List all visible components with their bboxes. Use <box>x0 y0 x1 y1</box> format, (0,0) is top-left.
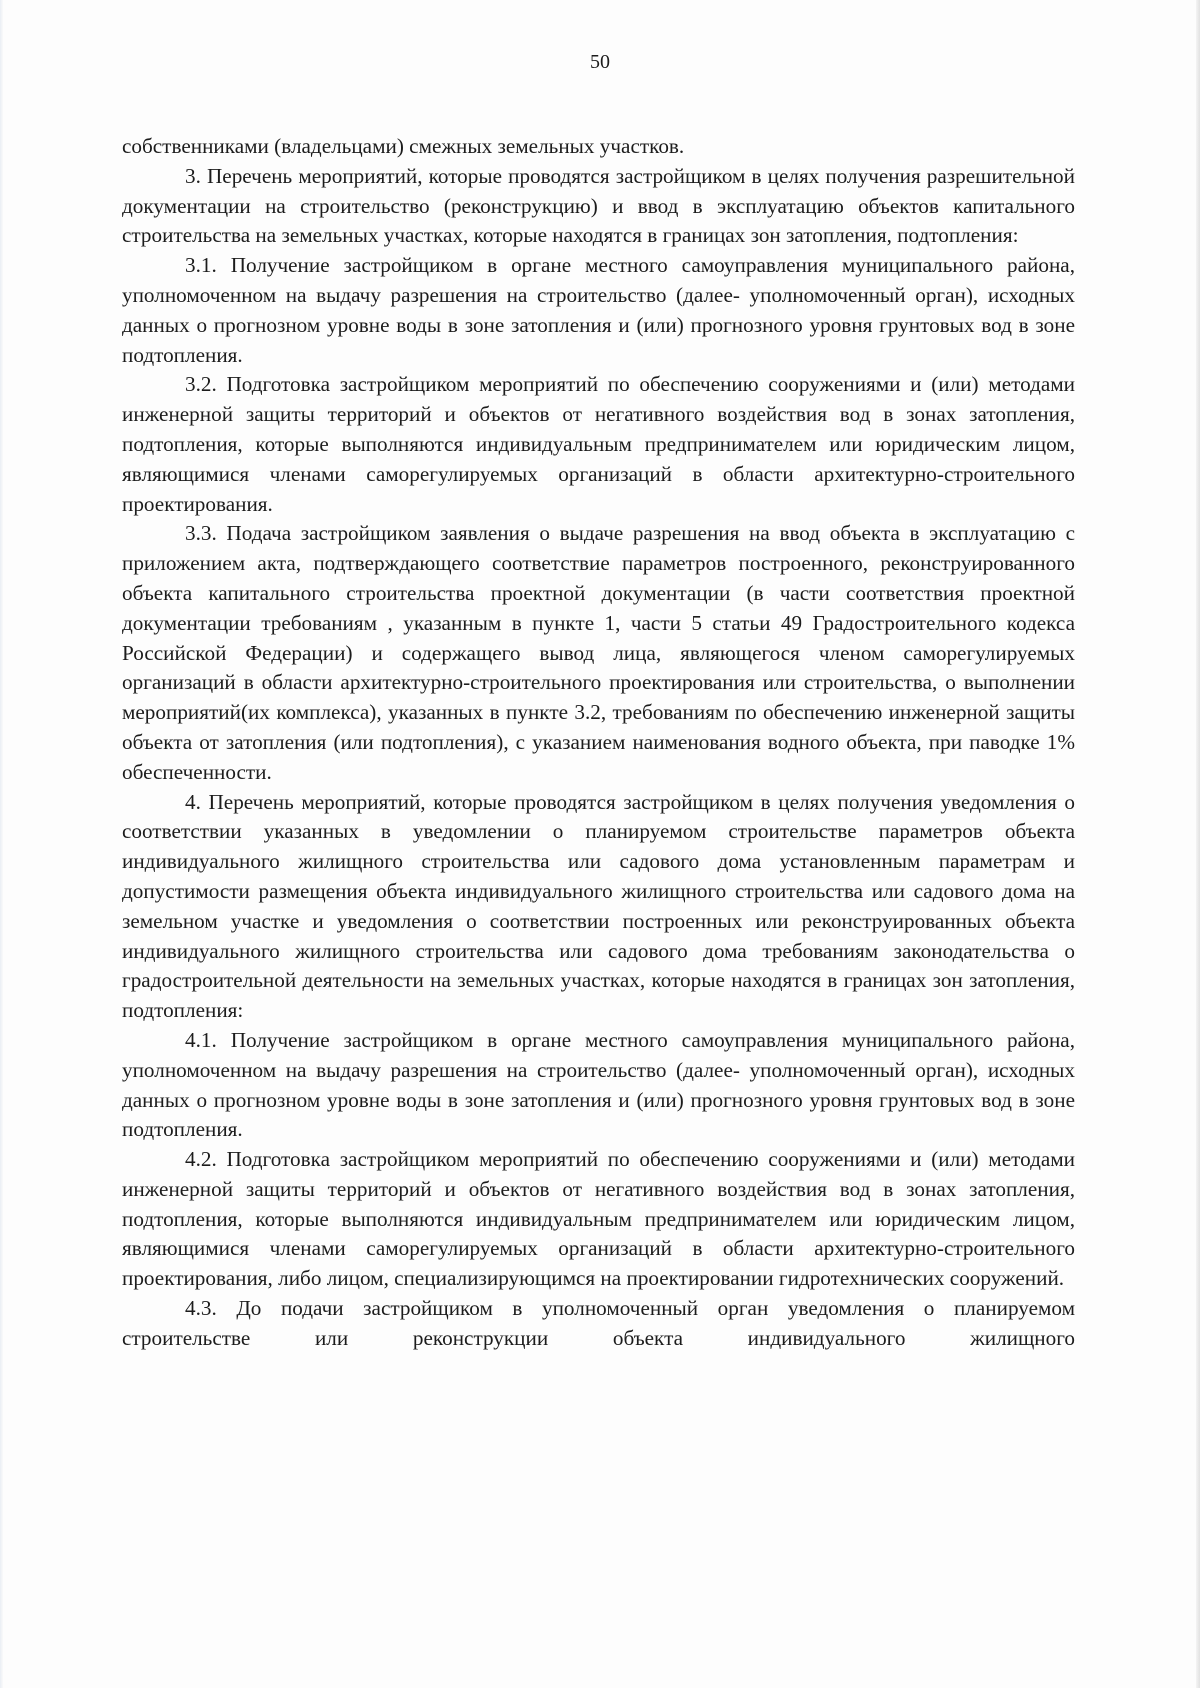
paragraph-3-2: 3.2. Подготовка застройщиком мероприятий по обеспечению сооружениями и (или) методами инженерной защиты территорий и объектов от негативного воздействия вод в зонах затопления, подтопления, которые выполняются индивидуальным предпринимателем или юридическим лицом, являющимися членами саморегулируемых организаций в области архитектурно-строительного проектирования. <box>122 372 1075 516</box>
scan-edge-left <box>0 0 3 1688</box>
paragraph-4: 4. Перечень мероприятий, которые проводятся застройщиком в целях получения уведомления о соответствии указанных в уведомлении о планируемом строительстве параметров объекта индивидуального жилищного строительства или садового дома установленным параметрам и допустимости размещения объекта индивидуального жилищного строительства или садового дома на земельном участке и уведомления о соответствии построенных или реконструированных объекта индивидуального жилищного строительства или садового дома требованиям законодательства о градостроительной деятельности на земельных участках, которые находятся в границах зон затопления, подтопления: <box>122 789 1075 1023</box>
paragraph-3: 3. Перечень мероприятий, которые проводятся застройщиком в целях получения разрешительной документации на строительство (реконструкцию) и ввод в эксплуатацию объектов капитального строительства на земельных участках, которые находятся в границах зон затопления, подтопления: <box>122 163 1075 248</box>
paragraph-3-3: 3.3. Подача застройщиком заявления о выдаче разрешения на ввод объекта в эксплуатацию с приложением акта, подтверждающего соответствие параметров построенного, реконструированного объекта капитального строительства проектной документации (в части соответствия проектной документации требованиям , указанным в пункте 1, части 5 статьи 49 Градостроительного кодекса Российской Федерации) и содержащего вывод лица, являющегося членом саморегулируемых организаций в области архитектурно-строительного проектирования или строительства, о выполнении мероприятий(их комплекса), указанных в пункте 3.2, требованиям по обеспечению инженерной защиты объекта от затопления (или подтопления), с указанием наименования водного объекта, при паводке 1% обеспеченности. <box>122 521 1075 784</box>
document-body <box>122 132 1075 1354</box>
page-number: 50 <box>590 51 610 73</box>
paragraph-continuation: собственниками (владельцами) смежных земельных участков. <box>122 134 685 158</box>
paragraph-4-1: 4.1. Получение застройщиком в органе местного самоуправления муниципального района, уполномоченном на выдачу разрешения на строительство (далее- уполномоченный орган), исходных данных о прогнозном уровне воды в зоне затопления и (или) прогнозного уровня грунтовых вод в зоне подтопления. <box>122 1027 1075 1142</box>
paragraph-4-2: 4.2. Подготовка застройщиком мероприятий по обеспечению сооружениями и (или) методами инженерной защиты территорий и объектов от негативного воздействия вод в зонах затопления, подтопления, которые выполняются индивидуальным предпринимателем или юридическим лицом, являющимися членами саморегулируемых организаций в области архитектурно-строительного проектирования, либо лицом, специализирующимся на проектировании гидротехнических сооружений. <box>122 1147 1075 1291</box>
paragraph-4-3: 4.3. До подачи застройщиком в уполномоченный орган уведомления о планируемом строительстве или реконструкции объекта индивидуального жилищного <box>122 1296 1075 1350</box>
paragraph-3-1: 3.1. Получение застройщиком в органе местного самоуправления муниципального района, уполномоченном на выдачу разрешения на строительство (далее- уполномоченный орган), исходных данных о прогнозном уровне воды в зоне затопления и (или) прогнозного уровня грунтовых вод в зоне подтопления. <box>122 253 1075 367</box>
scan-edge-right <box>1196 0 1200 1688</box>
